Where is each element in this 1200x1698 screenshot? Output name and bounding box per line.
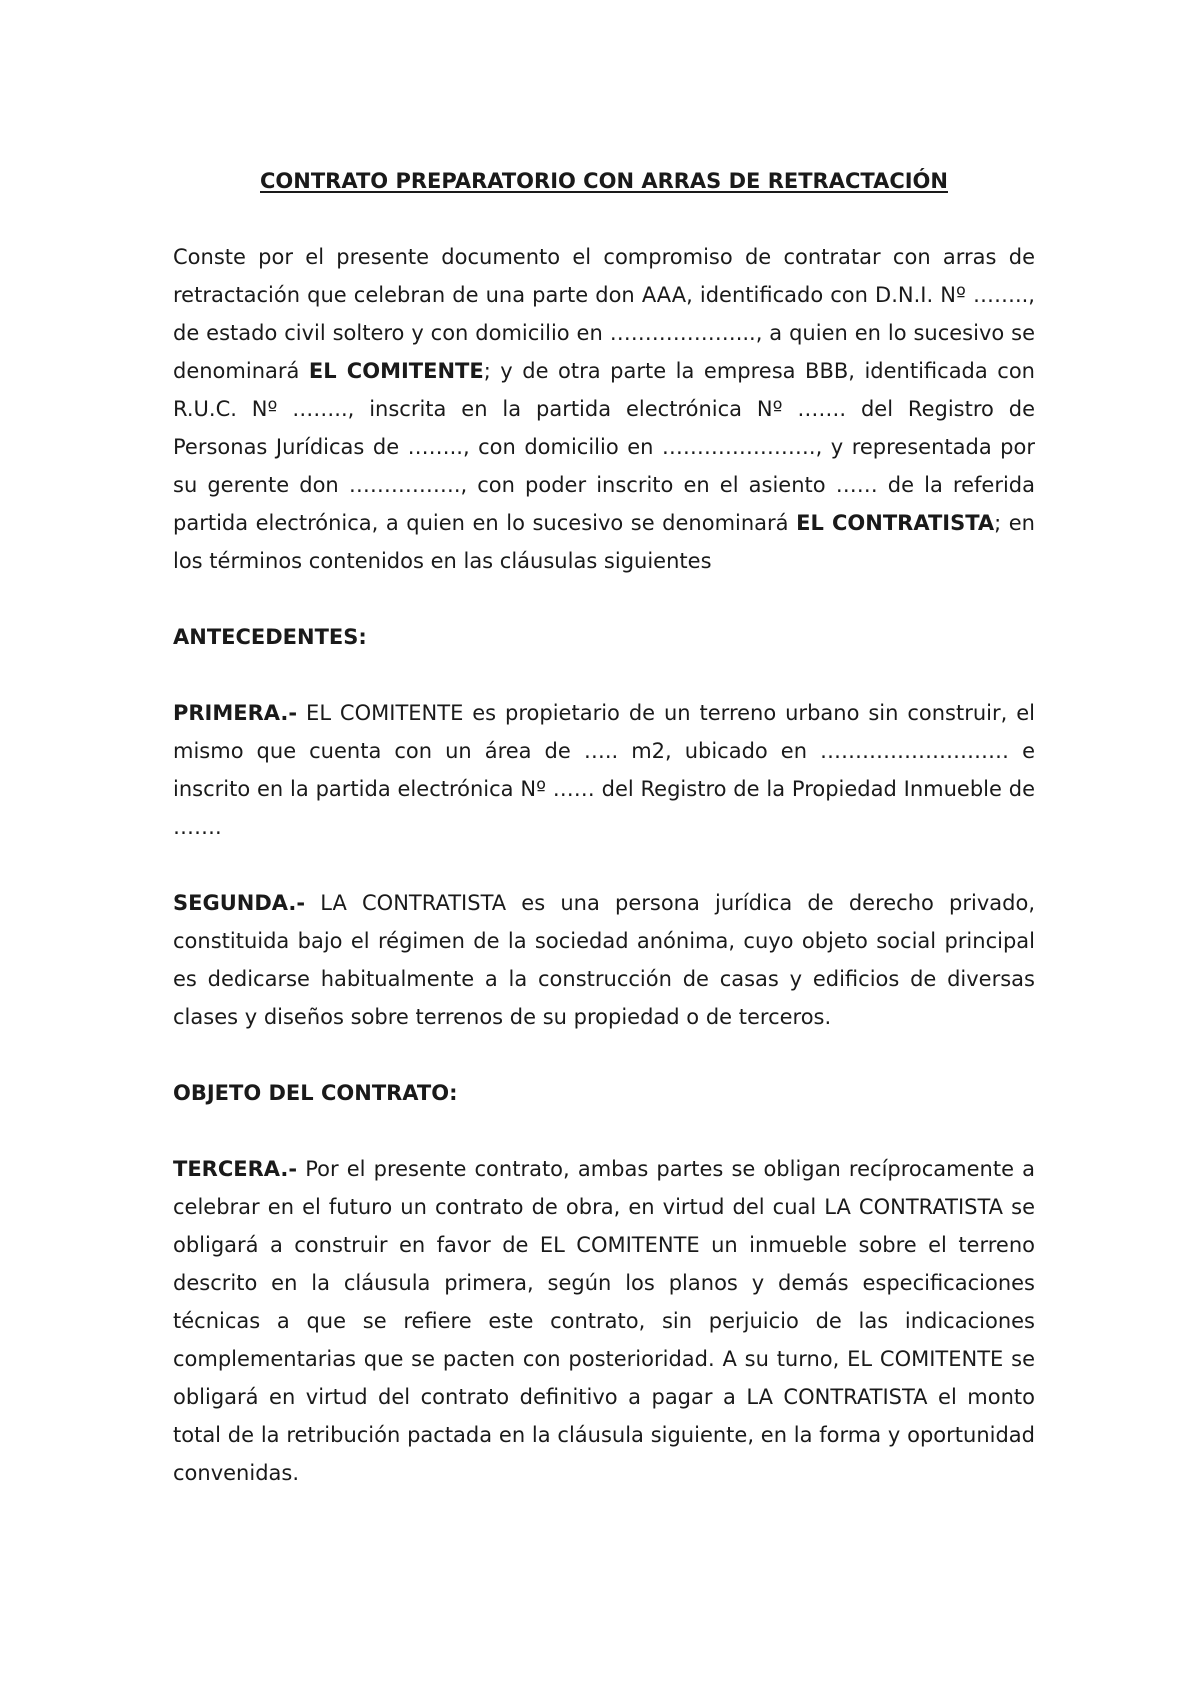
clause-segunda <box>173 884 1035 1036</box>
clause-segunda-label: SEGUNDA.- <box>173 891 306 915</box>
clause-primera-text: EL COMITENTE es propietario de un terreno urbano sin construir, el mismo que cuenta con un área de ….. m2, ubicado en ……………………… e inscrito en la partida electrónica Nº …… del Registro de la Propiedad Inmueble de ……. <box>173 701 1035 839</box>
document-body <box>173 162 1035 1530</box>
clause-tercera-text: Por el presente contrato, ambas partes se obligan recíprocamente a celebrar en el futuro un contrato de obra, en virtud del cual LA CONTRATISTA se obligará a construir en favor de EL COMITENTE un inmueble sobre el terreno descrito en la cláusula primera, según los planos y demás especificaciones técnicas a que se refiere este contrato, sin perjuicio de las indicaciones complementarias que se pacten con posterioridad. A su turno, EL COMITENTE se obligará en virtud del contrato definitivo a pagar a LA CONTRATISTA el monto total de la retribución pactada en la cláusula siguiente, en la forma y oportunidad convenidas. <box>173 1157 1035 1485</box>
clause-segunda-text: LA CONTRATISTA es una persona jurídica de derecho privado, constituida bajo el régimen de la sociedad anónima, cuyo objeto social principal es dedicarse habitualmente a la construcción de casas y edificios de diversas clases y diseños sobre terrenos de su propiedad o de terceros. <box>173 891 1035 1029</box>
document-title: CONTRATO PREPARATORIO CON ARRAS DE RETRACTACIÓN <box>260 169 948 193</box>
party-comitente: EL COMITENTE <box>308 359 484 383</box>
clause-primera <box>173 694 1035 846</box>
intro-text-part1: Conste por el presente documento el compromiso de contratar con arras de retractación que celebran de una parte don AAA, identificado con D.N.I. Nº …….., de estado civil soltero y con domicilio en ………………..., a quien en lo sucesivo se denominará <box>173 245 1035 383</box>
intro-text-part2: ; y de otra parte la empresa BBB, identificada con R.U.C. Nº …….., inscrita en la partida electrónica Nº ……. del Registro de Personas Jurídicas de …….., con domicilio en …………………., y representada por su gerente don ……………., con poder inscrito en el asiento …… de la referida partida electrónica, a quien en lo sucesivo se denominará <box>173 359 1035 535</box>
intro-paragraph <box>173 238 1035 580</box>
clause-tercera <box>173 1150 1035 1492</box>
intro-text-part3: ; en los términos contenidos en las cláusulas siguientes <box>173 511 1035 573</box>
clause-tercera-label: TERCERA.- <box>173 1157 298 1181</box>
section-heading-antecedentes: ANTECEDENTES: <box>173 625 367 649</box>
section-heading-objeto: OBJETO DEL CONTRATO: <box>173 1081 458 1105</box>
party-contratista: EL CONTRATISTA <box>796 511 995 535</box>
clause-primera-label: PRIMERA.- <box>173 701 298 725</box>
